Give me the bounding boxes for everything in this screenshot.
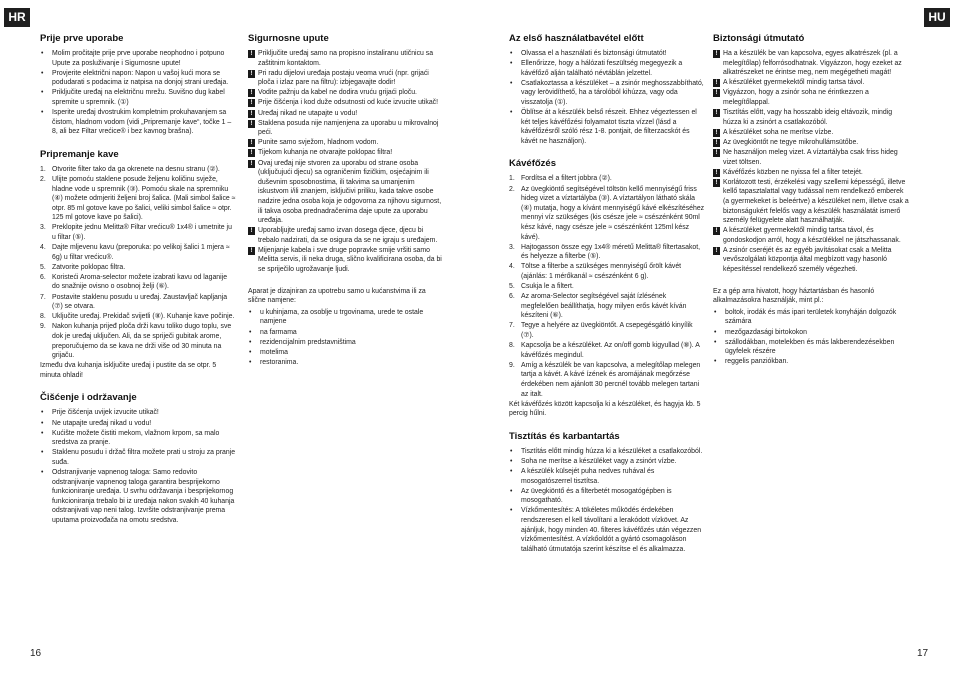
item-number: 4. bbox=[40, 244, 46, 252]
item-text: na farmama bbox=[260, 328, 297, 336]
list-item bbox=[40, 49, 236, 68]
item-text: Priključite uređaj samo na propisno instaliranu utičnicu sa zaštitnim kontaktom. bbox=[258, 50, 434, 67]
item-text: rezidencijalnim predstavništima bbox=[260, 338, 356, 346]
item-number: 1. bbox=[509, 175, 515, 183]
warning-icon: • ! bbox=[248, 70, 255, 78]
item-text: Preklopite jednu Melitta® Filtar vrećicu® 1x4® i umetnite ju u filtar (⑤). bbox=[52, 224, 232, 241]
item-text: Staklena posuda nije namjenjena za uporabu u mikrovalnoj peći. bbox=[258, 119, 439, 137]
item-text: A zsinór cseréjét és az egyéb javításokat csak a Melitta vevőszolgálati központja által megbízott vagy hasonló képesítéssel rendelkező személy végezheti. bbox=[723, 246, 892, 274]
warning-item bbox=[248, 119, 444, 138]
warning-item bbox=[713, 78, 909, 88]
warning-icon: • ! bbox=[713, 179, 720, 187]
list-item bbox=[40, 88, 236, 107]
warning-item bbox=[248, 138, 444, 148]
hr-column-2 bbox=[248, 33, 444, 368]
list-item bbox=[509, 506, 705, 554]
warning-item bbox=[248, 109, 444, 119]
heading-prije-prve-uporabe: Prije prve uporabe bbox=[40, 33, 124, 44]
list-item bbox=[509, 185, 705, 243]
item-number: 3. bbox=[509, 243, 515, 251]
item-text: restoranima. bbox=[260, 358, 299, 366]
list-item bbox=[248, 348, 444, 358]
warning-icon: • ! bbox=[713, 139, 720, 147]
heading-kavefozes: Kávéfőzés bbox=[509, 158, 556, 170]
warning-icon: • ! bbox=[248, 139, 255, 147]
list-item bbox=[509, 292, 705, 321]
list-item bbox=[509, 79, 705, 108]
warning-icon: • ! bbox=[248, 227, 255, 235]
hu-column-2 bbox=[713, 33, 909, 367]
hr-column-1 bbox=[40, 33, 236, 526]
item-text: Ne használjon meleg vizet. A víztartályba csak friss hideg vizet töltsen. bbox=[723, 148, 898, 166]
item-number: 2. bbox=[40, 175, 46, 183]
warning-icon: • ! bbox=[713, 149, 720, 157]
item-text: Zatvorite poklopac filtra. bbox=[52, 263, 126, 271]
item-text: Vigyázzon, hogy a zsinór soha ne érintkezzen a melegítőlappal. bbox=[723, 89, 869, 106]
use-intro-hu: Ez a gép arra hivatott, hogy háztartásban és hasonló alkalmazásokra használják, mint pl.: bbox=[713, 287, 875, 305]
item-text: Az üvegkiöntőt ne tegye mikrohullámsütőbe. bbox=[723, 138, 859, 146]
item-text: u kuhinjama, za osoblje u trgovinama, urede te ostale namjene bbox=[260, 308, 424, 326]
item-text: Ulijte pomoću staklene posude željenu količinu svježe, hladne vode u spremnik (③). Pomoću skale na spremniku (④) možete odmjeriti željeni broj šalica. (Mali simbol šalice ≈ otpr. 85 ml gotove kave po šalici, veliki simbol šalice ≈ otpr. 125 ml gotove kave po šalici). bbox=[52, 175, 236, 222]
list-ciscenje bbox=[40, 408, 236, 525]
warning-icon: • ! bbox=[248, 110, 255, 118]
item-number: 7. bbox=[509, 322, 515, 330]
list-item bbox=[40, 223, 236, 242]
warning-item bbox=[713, 138, 909, 148]
language-tab-hu: HU bbox=[924, 8, 950, 27]
item-text: Ne utapajte uređaj nikad u vodu! bbox=[52, 419, 152, 427]
list-item bbox=[509, 49, 705, 59]
item-text: A készüléket gyermekektől mindig tartsa távol, és gondoskodjon arról, hogy a készülékkel ne játszhassanak. bbox=[723, 227, 901, 244]
warning-item bbox=[713, 88, 909, 107]
item-number: 1. bbox=[40, 165, 46, 173]
list-item bbox=[509, 282, 705, 292]
warning-item bbox=[713, 148, 909, 167]
item-text: Uporabljujte uređaj samo izvan dosega djece, djecu bi trebalo nadzirati, da se osigura da se ne igraju s uređajem. bbox=[258, 227, 438, 244]
item-text: Odstranjivanje vapnenog taloga: Samo redovito odstranjivanje vapnenog taloga garantira besprijekorno funkcioniranje uređaja. U svrhu održavanja i besprijekornog funkcioniranja trebalo bi iz uređaja nakon svakih 40 kuhanja odstranjivati vap neni talog. Izvršite odstranjivanje prema uputama proizvođača na omotu sredstva. bbox=[52, 468, 235, 524]
item-text: Az üvegkiöntő segítségével töltsön kellő mennyiségű friss hideg vizet a víztartályba (③). A víztartályon látható skála (④) mutatja, hogy a kívánt mennyiségű kávé elkészítéséhez mennyi víz szükséges (kis csésze jele ≈ csészénként 90ml kész kávé, nagy csésze jele ≈ csészénként 125ml kész kávé). bbox=[521, 185, 705, 241]
list-item bbox=[509, 321, 705, 340]
warning-icon: • ! bbox=[713, 89, 720, 97]
item-text: Kućište možete čistiti mekom, vlažnom krpom, sa malo sredstva za pranje. bbox=[52, 429, 220, 447]
item-text: Olvassa el a használati és biztonsági útmutatót! bbox=[521, 50, 667, 57]
page-number-right: 17 bbox=[917, 648, 929, 659]
list-item bbox=[509, 457, 705, 467]
list-elso-hasznalat bbox=[509, 49, 705, 146]
item-text: Uređaj nikad ne utapajte u vodu! bbox=[258, 109, 358, 117]
item-number: 8. bbox=[40, 313, 46, 321]
list-item bbox=[248, 338, 444, 348]
heading-tisztitas: Tisztítás és karbantartás bbox=[509, 430, 620, 442]
list-item bbox=[40, 468, 236, 526]
item-text: Punite samo svježom, hladnom vodom. bbox=[258, 139, 379, 147]
item-text: Vodite pažnju da kabel ne dodira vruću grijaći ploču. bbox=[258, 89, 417, 97]
warning-icon: • ! bbox=[713, 50, 720, 58]
heading-sigurnosne-upute: Sigurnosne upute bbox=[248, 33, 329, 44]
list-item bbox=[713, 328, 909, 338]
warning-item bbox=[713, 108, 909, 127]
list-item bbox=[248, 328, 444, 338]
heading-ciscenje: Čišćenje i održavanje bbox=[40, 392, 137, 404]
item-number: 2. bbox=[509, 185, 515, 193]
item-number: 4. bbox=[509, 263, 515, 271]
list-item bbox=[40, 312, 236, 322]
item-number: 5. bbox=[509, 282, 515, 290]
list-item bbox=[40, 263, 236, 273]
list-item bbox=[509, 341, 705, 360]
warning-icon: • ! bbox=[248, 149, 255, 157]
list-item bbox=[40, 429, 236, 448]
list-prije-prve-uporabe bbox=[40, 49, 236, 137]
list-item bbox=[713, 308, 909, 327]
item-text: Isperite uređaj dvostrukim kompletnim prokuhavanjem sa čistom, hladnom vodom (vidi „Pripremanje kave“, točke 1 – 8, ali bez Filtar vrećice® i bez kavnog brašna). bbox=[52, 109, 232, 136]
hu-column-1 bbox=[509, 33, 705, 555]
list-item bbox=[40, 419, 236, 429]
item-text: Nakon kuhanja prijeđ ploča drži kavu toliko dugo toplu, sve dok je uređaj uključen. Ali, da se spriječi gubitak arome, preporučujemo da se kava ne drži više od 30 minuta na grijaču. bbox=[52, 323, 232, 360]
warning-item bbox=[713, 49, 909, 78]
item-number: 6. bbox=[40, 273, 46, 281]
list-item bbox=[509, 447, 705, 457]
warning-item bbox=[248, 49, 444, 68]
item-number: 7. bbox=[40, 293, 46, 301]
list-item bbox=[713, 338, 909, 357]
item-text: Kapcsolja be a készüléket. Az on/off gomb kigyullad (⑧). A kávéfőzés megindul. bbox=[521, 342, 700, 359]
item-text: motelima bbox=[260, 348, 288, 356]
warning-icon: • ! bbox=[248, 89, 255, 97]
warning-item bbox=[713, 246, 909, 275]
item-text: Pri radu dijelovi uređaja postaju veoma vrući (npr. grijaći ploča i izlaz pare na filtru): izbjegavajte dodir! bbox=[258, 69, 429, 87]
item-text: Mijenjanje kabela i sve druge popravke smije vršiti samo Melitta servis, ili neka druga, slično kvalificirana osoba, da bi se spriječilo ugrožavanje ljudi. bbox=[258, 246, 442, 274]
item-number: 6. bbox=[509, 293, 515, 301]
warning-item bbox=[713, 168, 909, 178]
list-pripremanje-kave bbox=[40, 165, 236, 361]
item-number: 9. bbox=[509, 361, 515, 369]
list-item bbox=[509, 361, 705, 399]
item-number: 5. bbox=[40, 263, 46, 271]
page-number-left: 16 bbox=[30, 648, 42, 659]
list-item bbox=[40, 408, 236, 418]
warning-icon: • ! bbox=[713, 247, 720, 255]
warning-item bbox=[248, 69, 444, 88]
list-item bbox=[248, 308, 444, 327]
warning-icon: • ! bbox=[248, 99, 255, 107]
item-text: Tegye a helyére az üvegkiöntőt. A csepegésgátló kinyílik (⑦). bbox=[521, 322, 693, 339]
heading-pripremanje-kave: Pripremanje kave bbox=[40, 148, 119, 160]
item-text: Hajtogasson össze egy 1x4® méretű Melitta® filtertasakot, és helyezze a filterbe (⑤). bbox=[521, 243, 701, 261]
item-text: Az aroma-Selector segítségével saját ízlésének megfelelően beállíthatja, hogy milyen erős kávét kíván készíteni (⑥). bbox=[521, 293, 687, 320]
item-text: Vízkőmentesítés: A tökéletes működés érdekében rendszeresen el kell távolítani a lerakódott vízkövet. Az ajánljuk, hogy minden 40. filteres kávéfőzés után végezzen vízkőmentesítést. A vízkőoldót a gyártó csomagoláson található útmutatója szerint készítse el és alkalmazza. bbox=[521, 507, 702, 553]
item-text: Ha a készülék be van kapcsolva, egyes alkatrészek (pl. a melegítőlap) felforrósodhatnak. Vigyázzon, hogy ezeket az alkatrészeket ne érintse meg, nem megégetheti magát! bbox=[723, 50, 902, 77]
item-text: Staklenu posudu i držač filtra možete prati u stroju za pranje suđa. bbox=[52, 449, 236, 466]
item-text: reggelis panziókban. bbox=[725, 358, 789, 366]
item-text: Soha ne merítse a készüléket vagy a zsinórt vízbe. bbox=[521, 457, 677, 465]
list-item bbox=[40, 108, 236, 137]
list-item bbox=[40, 448, 236, 467]
heading-elso-hasznalat: Az első használatbavétel előtt bbox=[509, 33, 644, 44]
warning-item bbox=[248, 226, 444, 245]
item-text: mezőgazdasági birtokokon bbox=[725, 328, 807, 336]
item-text: Ellenőrizze, hogy a hálózati feszültség megegyezik a kávéfőző alján található névtáblán jelzettel. bbox=[521, 60, 683, 77]
list-use-hr bbox=[248, 308, 444, 368]
list-biztonsagi-utmutato bbox=[713, 49, 909, 275]
language-tab-hr: HR bbox=[4, 8, 30, 27]
warning-icon: • ! bbox=[248, 50, 255, 58]
list-tisztitas bbox=[509, 447, 705, 555]
item-text: Az üvegkiöntő és a filterbetét mosogatógépben is mosogatható. bbox=[521, 487, 672, 505]
item-text: Dajte mljevenu kavu (preporuka: po velikoj šalici 1 mjera ≈ 6g) u filtar vrećicu®. bbox=[52, 244, 230, 261]
item-text: Uključite uređaj. Prekidač svijetli (⑧). Kuhanje kave počinje. bbox=[52, 313, 235, 321]
item-text: szállodákban, motelekben és más lakberendezésekben ügyfelek részére bbox=[725, 338, 895, 356]
warning-item bbox=[248, 98, 444, 108]
item-number: 3. bbox=[40, 224, 46, 232]
warning-item bbox=[713, 226, 909, 245]
item-text: Fordítsa el a filtert jobbra (②). bbox=[521, 175, 612, 183]
list-item bbox=[40, 293, 236, 312]
warning-item bbox=[713, 178, 909, 226]
item-number: 9. bbox=[40, 323, 46, 331]
item-text: Postavite staklenu posudu u uređaj. Zaustavljač kapljanja (⑦) se otvara. bbox=[52, 293, 228, 311]
use-intro-hr: Aparat je dizajniran za upotrebu samo u kućanstvima ili za slične namjene: bbox=[248, 287, 426, 305]
item-text: Tisztítás előtt, vagy ha hosszabb ideig eltávozik, mindig húzza ki a zsinórt a csatlakozóból. bbox=[723, 109, 893, 126]
heading-biztonsagi-utmutato: Biztonsági útmutató bbox=[713, 33, 805, 44]
item-text: Tijekom kuhanja ne otvarajte poklopac filtra! bbox=[258, 149, 393, 157]
item-text: Priključite uređaj na električnu mrežu. Suvišno dug kabel spremite u spremnik. (①) bbox=[52, 89, 225, 106]
item-number: 8. bbox=[509, 342, 515, 350]
item-text: Tisztítás előtt mindig húzza ki a készüléket a csatlakozóból. bbox=[521, 447, 703, 455]
warning-item bbox=[248, 148, 444, 158]
warning-icon: • ! bbox=[713, 129, 720, 137]
item-text: Prije čišćenja uvijek izvucite utikač! bbox=[52, 409, 159, 417]
note-kavefozes: Két kávéfőzés között kapcsolja ki a készüléket, és hagyja kb. 5 percig hűlni. bbox=[509, 400, 701, 418]
list-item bbox=[40, 69, 236, 88]
item-text: Ovaj uređaj nije stvoren za uporabu od strane osoba (uključujući djecu) sa ograničenim fizičkim, osjećajnim ili duševnim sposobnostima, ili takvima sa umanjenim iskustvom i/ili znanjem, isključivi priliku, kada takve osobe nadzire jedna osoba koja je odgovorna za njihovu sigurnost, ili takva osoba prednadračenima daje upute za uporabu uređaja. bbox=[258, 159, 442, 225]
list-item bbox=[40, 322, 236, 360]
item-text: Töltse a filterbe a szükséges mennyiségű őrölt kávét (ajánlás: 1 mérőkanál ≈ csészénként 6 g). bbox=[521, 263, 682, 280]
item-text: A készüléket soha ne merítse vízbe. bbox=[723, 128, 834, 136]
list-item bbox=[509, 243, 705, 262]
warning-icon: • ! bbox=[713, 79, 720, 87]
item-text: Provjerite električni napon: Napon u vašoj kući mora se podudarati s podacima iz natpisa na donjoj strani uređaja. bbox=[52, 69, 229, 87]
item-text: Otvorite filter tako da ga okrenete na desnu stranu (②). bbox=[52, 165, 220, 173]
list-use-hu bbox=[713, 308, 909, 367]
warning-icon: • ! bbox=[713, 109, 720, 117]
list-item bbox=[713, 357, 909, 367]
warning-item bbox=[713, 128, 909, 138]
list-item bbox=[509, 487, 705, 506]
list-item bbox=[40, 243, 236, 262]
list-item bbox=[248, 358, 444, 368]
item-text: boltok, irodák és más ipari területek konyháján dolgozók számára bbox=[725, 308, 897, 326]
item-text: Molim pročitajte prije prve uporabe neophodno i potpuno Upute za posluživanje i Sigurnosne upute! bbox=[52, 50, 225, 67]
warning-item bbox=[248, 159, 444, 226]
item-text: Csatlakoztassa a készüléket – a zsinór meghosszabbítható, vagy lerövidíthető, ha a tárolóból kihúzza, vagy oda visszatolja (①). bbox=[521, 79, 704, 106]
warning-icon: • ! bbox=[713, 227, 720, 235]
item-text: Amíg a készülék be van kapcsolva, a melegítőlap melegen tartja a kávét. A kávé ízének és aromájának megőrzése érdekében nem ajánlott 30 percnél tovább melegen tartani az italt. bbox=[521, 361, 701, 398]
warning-icon: • ! bbox=[248, 160, 255, 168]
list-item bbox=[40, 175, 236, 223]
item-text: A készüléket gyermekektől mindig tartsa távol. bbox=[723, 79, 865, 87]
item-text: Csukja le a filtert. bbox=[521, 282, 574, 290]
list-item bbox=[509, 467, 705, 486]
item-text: A készülék külsejét puha nedves ruhával és mosogatószerrel tisztítsa. bbox=[521, 467, 655, 485]
item-text: Öblítse át a készülék belső részeit. Ehhez végeztessen el két teljes kávéfőzési folyamatot tiszta vízzel (lásd a kávéfőzésről szóló rész 1-8. pontjait, de filterzacskót és kávét ne használjon). bbox=[521, 109, 697, 145]
warning-item bbox=[248, 88, 444, 98]
warning-icon: • ! bbox=[248, 247, 255, 255]
list-item bbox=[509, 262, 705, 281]
list-item bbox=[40, 273, 236, 292]
warning-icon: • ! bbox=[713, 169, 720, 177]
warning-icon: • ! bbox=[248, 120, 255, 128]
list-sigurnosne-upute bbox=[248, 49, 444, 275]
note-pripremanje: Između dva kuhanja isključite uređaj i pustite da se otpr. 5 minuta ohladi! bbox=[40, 362, 217, 379]
item-text: Kávéfőzés közben ne nyissa fel a filter tetejét. bbox=[723, 168, 863, 176]
item-text: Korlátozott testi, érzékelési vagy szellemi képességű, illetve kellő tapasztalattal vagy tudással nem rendelkező emberek (a gyermekeket is beleértve) a készüléket nem, illetve csak a biztonságukért felelős vagy a készülék használatát ismerő személy felügyelete alatt használhatják. bbox=[723, 178, 909, 225]
warning-item bbox=[248, 246, 444, 275]
list-item bbox=[509, 59, 705, 78]
list-item bbox=[509, 108, 705, 146]
list-item bbox=[40, 165, 236, 175]
list-item bbox=[509, 174, 705, 184]
list-kavefozes bbox=[509, 174, 705, 399]
item-text: Koristeći Aroma-selector možete izabrati kavu od laganije do snažnije ovisno o osobnoj želji (⑥). bbox=[52, 273, 228, 291]
item-text: Prije čišćenja i kod duže odsutnosti od kuće izvucite utikač! bbox=[258, 99, 439, 107]
